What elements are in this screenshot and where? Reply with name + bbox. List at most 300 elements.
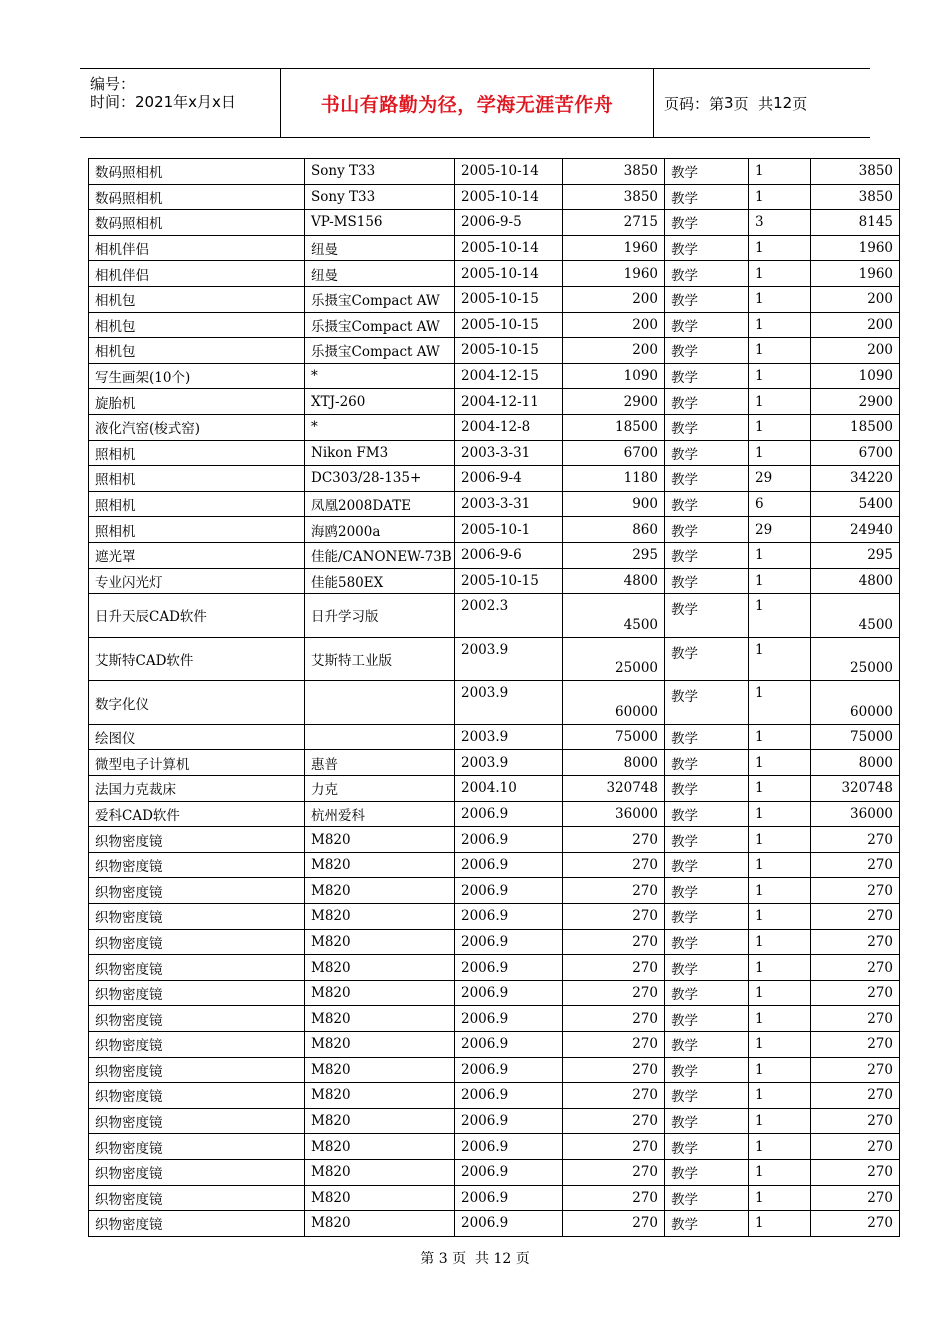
cell-name: 相机伴侣	[89, 261, 305, 287]
cell-name: 数字化仪	[89, 681, 305, 725]
cell-date: 2003.9	[455, 750, 563, 776]
cell-use: 教学	[665, 1006, 749, 1032]
cell-use: 教学	[665, 389, 749, 415]
cell-price: 8000	[563, 750, 665, 776]
cell-model: 日升学习版	[305, 594, 455, 638]
cell-use: 教学	[665, 724, 749, 750]
cell-use: 教学	[665, 1083, 749, 1109]
cell-qty: 6	[749, 491, 811, 517]
cell-use: 教学	[665, 440, 749, 466]
cell-use: 教学	[665, 594, 749, 638]
cell-total: 270	[811, 1057, 900, 1083]
cell-use: 教学	[665, 568, 749, 594]
cell-model: Sony T33	[305, 159, 455, 185]
cell-price: 295	[563, 542, 665, 568]
cell-qty: 1	[749, 363, 811, 389]
cell-model: VP-MS156	[305, 210, 455, 236]
cell-qty: 3	[749, 210, 811, 236]
cell-name: 专业闪光灯	[89, 568, 305, 594]
cell-model: 艾斯特工业版	[305, 637, 455, 681]
cell-name: 日升天辰CAD软件	[89, 594, 305, 638]
cell-qty: 1	[749, 414, 811, 440]
footer-prefix: 第	[420, 1251, 435, 1267]
cell-name: 织物密度镜	[89, 878, 305, 904]
cell-model: 惠普	[305, 750, 455, 776]
cell-name: 遮光罩	[89, 542, 305, 568]
cell-name: 织物密度镜	[89, 1032, 305, 1058]
cell-model: 纽曼	[305, 235, 455, 261]
cell-price: 3850	[563, 159, 665, 185]
cell-model: Sony T33	[305, 184, 455, 210]
cell-date: 2004-12-8	[455, 414, 563, 440]
cell-use: 教学	[665, 338, 749, 364]
cell-model: *	[305, 363, 455, 389]
cell-use: 教学	[665, 750, 749, 776]
cell-name: 旋胎机	[89, 389, 305, 415]
cell-total: 270	[811, 1083, 900, 1109]
cell-total: 1960	[811, 235, 900, 261]
cell-model: M820	[305, 1211, 455, 1237]
cell-date: 2006-9-5	[455, 210, 563, 236]
cell-qty: 1	[749, 594, 811, 638]
time-label: 时间：2021年x月x日	[90, 93, 236, 111]
cell-qty: 29	[749, 466, 811, 492]
cell-qty: 1	[749, 980, 811, 1006]
cell-qty: 1	[749, 312, 811, 338]
cell-qty: 29	[749, 517, 811, 543]
cell-use: 教学	[665, 776, 749, 802]
cell-price: 270	[563, 1185, 665, 1211]
cell-date: 2006.9	[455, 827, 563, 853]
cell-total: 270	[811, 827, 900, 853]
cell-total: 3850	[811, 159, 900, 185]
cell-total: 2900	[811, 389, 900, 415]
cell-model: 乐摄宝Compact AW	[305, 312, 455, 338]
cell-total: 1090	[811, 363, 900, 389]
cell-total: 6700	[811, 440, 900, 466]
cell-date: 2004-12-15	[455, 363, 563, 389]
cell-use: 教学	[665, 1185, 749, 1211]
table-row	[89, 440, 900, 466]
cell-qty: 1	[749, 878, 811, 904]
cell-date: 2004-12-11	[455, 389, 563, 415]
cell-name: 织物密度镜	[89, 1108, 305, 1134]
cell-model: *	[305, 414, 455, 440]
cell-qty: 1	[749, 184, 811, 210]
table-row	[89, 517, 900, 543]
table-row	[89, 466, 900, 492]
cell-date: 2006.9	[455, 852, 563, 878]
cell-total: 270	[811, 878, 900, 904]
cell-model: M820	[305, 980, 455, 1006]
footer-mid: 页 共	[452, 1251, 489, 1267]
cell-price: 1180	[563, 466, 665, 492]
cell-use: 教学	[665, 1108, 749, 1134]
motto-text: 书山有路勤为径，学海无涯苦作舟	[320, 93, 614, 116]
cell-qty: 1	[749, 724, 811, 750]
cell-date: 2005-10-14	[455, 159, 563, 185]
cell-total: 4500	[811, 594, 900, 638]
footer-suffix: 页	[515, 1251, 530, 1267]
cell-use: 教学	[665, 1134, 749, 1160]
cell-model: M820	[305, 1185, 455, 1211]
cell-model: M820	[305, 1032, 455, 1058]
cell-date: 2004.10	[455, 776, 563, 802]
cell-date: 2006.9	[455, 1006, 563, 1032]
cell-qty: 1	[749, 159, 811, 185]
cell-qty: 1	[749, 1006, 811, 1032]
page-mid: 页 共	[733, 94, 774, 113]
cell-model: DC303/28-135+	[305, 466, 455, 492]
cell-model: 杭州爱科	[305, 801, 455, 827]
cell-price: 270	[563, 878, 665, 904]
cell-use: 教学	[665, 681, 749, 725]
cell-date: 2006.9	[455, 1159, 563, 1185]
cell-price: 18500	[563, 414, 665, 440]
cell-model: 佳能580EX	[305, 568, 455, 594]
cell-price: 270	[563, 980, 665, 1006]
cell-name: 织物密度镜	[89, 852, 305, 878]
cell-name: 液化汽窑(梭式窑)	[89, 414, 305, 440]
cell-total: 60000	[811, 681, 900, 725]
cell-price: 270	[563, 1006, 665, 1032]
cell-use: 教学	[665, 261, 749, 287]
table-row	[89, 1083, 900, 1109]
cell-date: 2005-10-15	[455, 338, 563, 364]
cell-date: 2005-10-14	[455, 235, 563, 261]
cell-total: 8145	[811, 210, 900, 236]
cell-date: 2006.9	[455, 1185, 563, 1211]
cell-price: 900	[563, 491, 665, 517]
cell-name: 织物密度镜	[89, 929, 305, 955]
cell-total: 24940	[811, 517, 900, 543]
table-row	[89, 750, 900, 776]
cell-name: 织物密度镜	[89, 955, 305, 981]
table-row	[89, 724, 900, 750]
cell-price: 60000	[563, 681, 665, 725]
cell-price: 200	[563, 286, 665, 312]
cell-model: 凤凰2008DATE	[305, 491, 455, 517]
cell-price: 6700	[563, 440, 665, 466]
cell-model: M820	[305, 878, 455, 904]
cell-price: 270	[563, 904, 665, 930]
cell-qty: 1	[749, 1211, 811, 1237]
cell-price: 270	[563, 929, 665, 955]
cell-date: 2005-10-15	[455, 312, 563, 338]
cell-name: 织物密度镜	[89, 827, 305, 853]
cell-qty: 1	[749, 286, 811, 312]
serial-label: 编号：	[90, 75, 136, 93]
cell-price: 25000	[563, 637, 665, 681]
cell-date: 2003-3-31	[455, 491, 563, 517]
cell-use: 教学	[665, 312, 749, 338]
cell-date: 2006.9	[455, 955, 563, 981]
cell-price: 270	[563, 852, 665, 878]
cell-date: 2005-10-1	[455, 517, 563, 543]
cell-price: 75000	[563, 724, 665, 750]
cell-use: 教学	[665, 286, 749, 312]
cell-name: 相机包	[89, 338, 305, 364]
cell-total: 270	[811, 852, 900, 878]
cell-qty: 1	[749, 542, 811, 568]
cell-name: 爱科CAD软件	[89, 801, 305, 827]
cell-name: 相机伴侣	[89, 235, 305, 261]
cell-name: 相机包	[89, 286, 305, 312]
cell-model: M820	[305, 1006, 455, 1032]
cell-total: 4800	[811, 568, 900, 594]
cell-total: 8000	[811, 750, 900, 776]
table-row	[89, 338, 900, 364]
table-row	[89, 568, 900, 594]
cell-name: 微型电子计算机	[89, 750, 305, 776]
cell-model: M820	[305, 1108, 455, 1134]
page-current: 3	[724, 94, 734, 112]
cell-name: 照相机	[89, 466, 305, 492]
header-motto-cell	[281, 69, 654, 137]
cell-date: 2006.9	[455, 801, 563, 827]
cell-model	[305, 724, 455, 750]
cell-name: 织物密度镜	[89, 904, 305, 930]
cell-model: 乐摄宝Compact AW	[305, 286, 455, 312]
cell-use: 教学	[665, 1159, 749, 1185]
cell-price: 270	[563, 1211, 665, 1237]
table-row	[89, 235, 900, 261]
table-row	[89, 1211, 900, 1237]
cell-name: 相机包	[89, 312, 305, 338]
cell-date: 2002.3	[455, 594, 563, 638]
table-row	[89, 261, 900, 287]
cell-total: 200	[811, 286, 900, 312]
cell-total: 270	[811, 1134, 900, 1160]
cell-date: 2006.9	[455, 1083, 563, 1109]
cell-price: 270	[563, 955, 665, 981]
table-row	[89, 286, 900, 312]
cell-total: 270	[811, 955, 900, 981]
cell-date: 2006.9	[455, 904, 563, 930]
page-prefix: 页码：第	[664, 94, 725, 113]
cell-total: 5400	[811, 491, 900, 517]
cell-use: 教学	[665, 235, 749, 261]
cell-name: 数码照相机	[89, 159, 305, 185]
cell-use: 教学	[665, 878, 749, 904]
cell-model: M820	[305, 852, 455, 878]
header-meta	[80, 69, 281, 137]
table-row	[89, 363, 900, 389]
cell-qty: 1	[749, 1083, 811, 1109]
table-row	[89, 389, 900, 415]
cell-model: 纽曼	[305, 261, 455, 287]
cell-price: 270	[563, 827, 665, 853]
cell-total: 270	[811, 1211, 900, 1237]
cell-name: 法国力克裁床	[89, 776, 305, 802]
cell-qty: 1	[749, 1108, 811, 1134]
cell-price: 1960	[563, 261, 665, 287]
cell-use: 教学	[665, 801, 749, 827]
table-row	[89, 159, 900, 185]
cell-date: 2005-10-14	[455, 261, 563, 287]
cell-name: 数码照相机	[89, 210, 305, 236]
cell-use: 教学	[665, 542, 749, 568]
cell-name: 写生画架(10个)	[89, 363, 305, 389]
cell-qty: 1	[749, 261, 811, 287]
table-row	[89, 1057, 900, 1083]
cell-price: 270	[563, 1057, 665, 1083]
table-row	[89, 312, 900, 338]
cell-total: 270	[811, 1185, 900, 1211]
table-row	[89, 637, 900, 681]
cell-price: 2900	[563, 389, 665, 415]
cell-name: 照相机	[89, 491, 305, 517]
table-row	[89, 594, 900, 638]
cell-qty: 1	[749, 801, 811, 827]
cell-date: 2006.9	[455, 1211, 563, 1237]
cell-date: 2006.9	[455, 929, 563, 955]
cell-total: 295	[811, 542, 900, 568]
cell-use: 教学	[665, 466, 749, 492]
table-row	[89, 955, 900, 981]
cell-price: 270	[563, 1083, 665, 1109]
cell-price: 200	[563, 312, 665, 338]
cell-qty: 1	[749, 852, 811, 878]
cell-qty: 1	[749, 338, 811, 364]
cell-price: 2715	[563, 210, 665, 236]
cell-model: 乐摄宝Compact AW	[305, 338, 455, 364]
cell-price: 4800	[563, 568, 665, 594]
footer-current: 3	[438, 1251, 448, 1267]
cell-qty: 1	[749, 750, 811, 776]
cell-name: 织物密度镜	[89, 1185, 305, 1211]
cell-price: 200	[563, 338, 665, 364]
cell-name: 织物密度镜	[89, 1134, 305, 1160]
cell-model: XTJ-260	[305, 389, 455, 415]
cell-total: 320748	[811, 776, 900, 802]
cell-total: 270	[811, 1159, 900, 1185]
cell-price: 4500	[563, 594, 665, 638]
cell-model: M820	[305, 1159, 455, 1185]
cell-name: 绘图仪	[89, 724, 305, 750]
cell-use: 教学	[665, 363, 749, 389]
cell-name: 织物密度镜	[89, 1159, 305, 1185]
equipment-table	[88, 158, 900, 1237]
page-suffix: 页	[792, 94, 808, 113]
cell-date: 2006.9	[455, 878, 563, 904]
cell-name: 照相机	[89, 440, 305, 466]
cell-date: 2005-10-14	[455, 184, 563, 210]
cell-qty: 1	[749, 389, 811, 415]
page-header	[80, 68, 870, 138]
cell-model: M820	[305, 1083, 455, 1109]
cell-use: 教学	[665, 852, 749, 878]
cell-total: 1960	[811, 261, 900, 287]
table-row	[89, 1185, 900, 1211]
cell-total: 270	[811, 1032, 900, 1058]
cell-name: 织物密度镜	[89, 1057, 305, 1083]
cell-date: 2005-10-15	[455, 286, 563, 312]
table-row	[89, 827, 900, 853]
cell-model: Nikon FM3	[305, 440, 455, 466]
table-row	[89, 681, 900, 725]
cell-qty: 1	[749, 776, 811, 802]
table-row	[89, 929, 900, 955]
cell-use: 教学	[665, 210, 749, 236]
cell-price: 270	[563, 1108, 665, 1134]
cell-name: 织物密度镜	[89, 1083, 305, 1109]
cell-price: 1960	[563, 235, 665, 261]
cell-use: 教学	[665, 1057, 749, 1083]
table-row	[89, 904, 900, 930]
cell-name: 织物密度镜	[89, 1006, 305, 1032]
cell-qty: 1	[749, 637, 811, 681]
cell-total: 18500	[811, 414, 900, 440]
cell-model: M820	[305, 1134, 455, 1160]
cell-qty: 1	[749, 1057, 811, 1083]
cell-price: 860	[563, 517, 665, 543]
cell-date: 2003-3-31	[455, 440, 563, 466]
cell-price: 270	[563, 1159, 665, 1185]
cell-price: 36000	[563, 801, 665, 827]
cell-qty: 1	[749, 681, 811, 725]
cell-date: 2003.9	[455, 637, 563, 681]
cell-total: 270	[811, 1108, 900, 1134]
cell-use: 教学	[665, 184, 749, 210]
cell-use: 教学	[665, 414, 749, 440]
cell-qty: 1	[749, 1134, 811, 1160]
table-row	[89, 1134, 900, 1160]
table-row	[89, 980, 900, 1006]
cell-date: 2006-9-6	[455, 542, 563, 568]
cell-total: 270	[811, 929, 900, 955]
cell-total: 270	[811, 980, 900, 1006]
cell-name: 数码照相机	[89, 184, 305, 210]
table-row	[89, 852, 900, 878]
cell-price: 3850	[563, 184, 665, 210]
table-row	[89, 414, 900, 440]
cell-use: 教学	[665, 491, 749, 517]
page-total: 12	[773, 94, 793, 112]
cell-date: 2005-10-15	[455, 568, 563, 594]
cell-model: 海鸥2000a	[305, 517, 455, 543]
table-row	[89, 776, 900, 802]
table-row	[89, 878, 900, 904]
cell-model: M820	[305, 955, 455, 981]
cell-name: 织物密度镜	[89, 1211, 305, 1237]
cell-name: 织物密度镜	[89, 980, 305, 1006]
cell-price: 270	[563, 1032, 665, 1058]
cell-total: 3850	[811, 184, 900, 210]
cell-date: 2003.9	[455, 724, 563, 750]
cell-qty: 1	[749, 827, 811, 853]
cell-date: 2006.9	[455, 1057, 563, 1083]
cell-use: 教学	[665, 159, 749, 185]
cell-use: 教学	[665, 955, 749, 981]
cell-model: 力克	[305, 776, 455, 802]
page-footer	[0, 1248, 950, 1268]
cell-qty: 1	[749, 440, 811, 466]
cell-date: 2006-9-4	[455, 466, 563, 492]
cell-total: 34220	[811, 466, 900, 492]
cell-price: 270	[563, 1134, 665, 1160]
cell-qty: 1	[749, 568, 811, 594]
cell-qty: 1	[749, 955, 811, 981]
cell-use: 教学	[665, 929, 749, 955]
cell-use: 教学	[665, 904, 749, 930]
cell-total: 200	[811, 338, 900, 364]
table-row	[89, 1159, 900, 1185]
cell-qty: 1	[749, 904, 811, 930]
table-row	[89, 1108, 900, 1134]
cell-use: 教学	[665, 517, 749, 543]
cell-total: 270	[811, 1006, 900, 1032]
